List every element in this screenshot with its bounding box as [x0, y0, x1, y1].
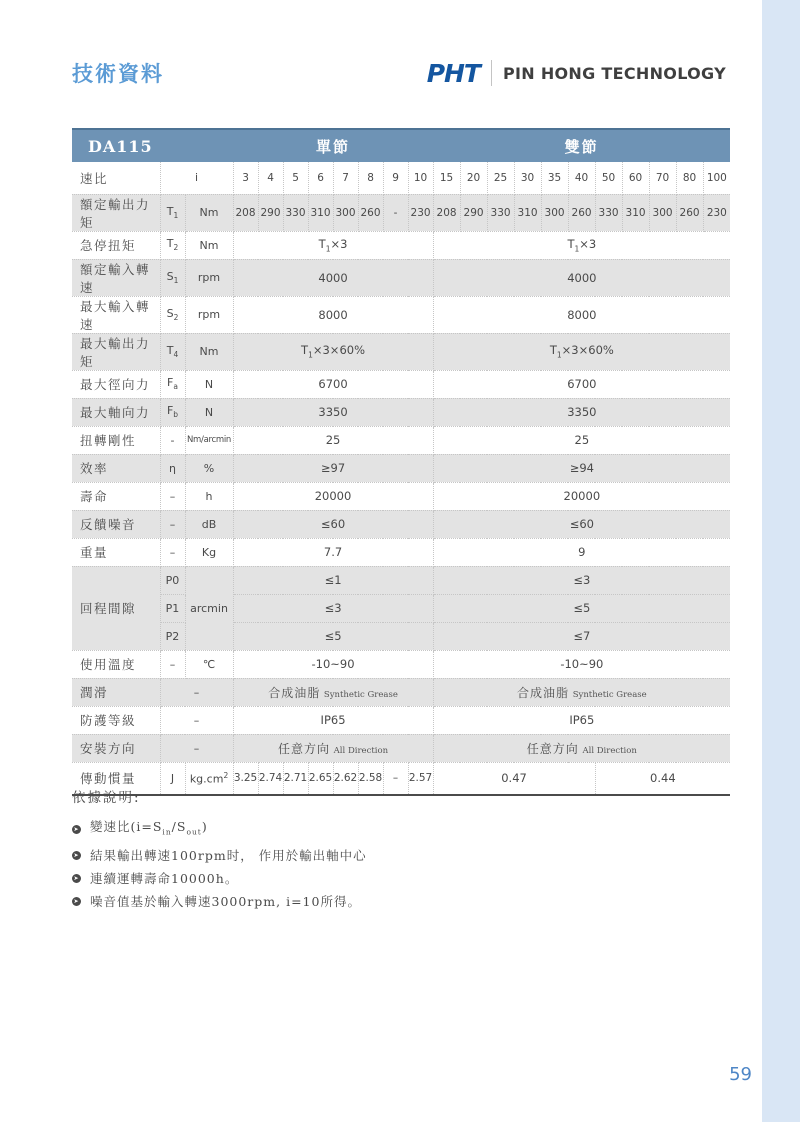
row-rated-output-torque: [72, 194, 730, 231]
note-bullet-icon: ➤: [73, 851, 80, 859]
single-value: ≤60: [233, 510, 433, 538]
ratio-cell: 80: [676, 162, 703, 194]
row-rated-input-speed: [72, 259, 730, 296]
spec-table: [72, 128, 730, 796]
note-text: 連續運轉壽命10000h。: [90, 870, 239, 886]
value-cell: 330: [595, 194, 622, 231]
single-value: 6700: [233, 370, 433, 398]
row-noise: [72, 510, 730, 538]
double-value: 25: [433, 426, 730, 454]
note-bullet-icon: ➤: [73, 825, 80, 833]
single-value: $T_1\times 3$: [233, 231, 433, 259]
row-symbol: $T_1$: [160, 194, 185, 231]
value-cell: 230: [703, 194, 730, 231]
single-value: 3350: [233, 398, 433, 426]
page-number: 59: [729, 1064, 752, 1085]
double-value: 任意方向 All Direction: [433, 734, 730, 762]
row-label: 最大徑向力: [72, 370, 160, 398]
single-stage-header: 單節: [233, 129, 433, 162]
double-value: ≤3: [433, 566, 730, 594]
row-lubrication: [72, 678, 730, 706]
ratio-cell: 30: [514, 162, 541, 194]
document-header: [72, 58, 726, 88]
row-unit: $kg.cm^2$: [185, 762, 233, 795]
row-symbol: $F_a$: [160, 370, 185, 398]
row-operating-temperature: [72, 650, 730, 678]
row-label: 急停扭矩: [72, 231, 160, 259]
double-value: ≥94: [433, 454, 730, 482]
row-backlash-p1: [72, 594, 730, 622]
value-cell: -: [383, 194, 408, 231]
row-symbol: η: [160, 454, 185, 482]
value-cell: 2.65: [308, 762, 333, 795]
value-cell: 290: [258, 194, 283, 231]
row-efficiency: [72, 454, 730, 482]
value-cell: 300: [333, 194, 358, 231]
page-title: 技術資料: [72, 62, 164, 86]
row-symbol: –: [160, 538, 185, 566]
row-symbol: P2: [160, 622, 185, 650]
row-max-input-speed: [72, 296, 730, 333]
ratio-cell: 10: [408, 162, 433, 194]
ratio-cell: 50: [595, 162, 622, 194]
row-label: 潤滑: [72, 678, 160, 706]
ratio-cell: 100: [703, 162, 730, 194]
double-value: 8000: [433, 296, 730, 333]
note-text: 結果輸出轉速100rpm时， 作用於輸出軸中心: [90, 847, 367, 863]
value-cell: 260: [676, 194, 703, 231]
value-cell: 330: [283, 194, 308, 231]
row-symbol: $S_1$: [160, 259, 185, 296]
row-symbol: –: [160, 706, 233, 734]
value-cell: 260: [358, 194, 383, 231]
row-unit: Nm: [185, 231, 233, 259]
note-item: [72, 820, 367, 839]
value-cell: 208: [433, 194, 460, 231]
row-label: 反饋噪音: [72, 510, 160, 538]
ratio-cell: 70: [649, 162, 676, 194]
row-label: 最大輸出力矩: [72, 333, 160, 370]
row-symbol: –: [160, 510, 185, 538]
row-unit: rpm: [185, 259, 233, 296]
row-label: 壽命: [72, 482, 160, 510]
row-max-axial-force: [72, 398, 730, 426]
value-cell: 300: [541, 194, 568, 231]
value-cell: 208: [233, 194, 258, 231]
ratio-cell: 6: [308, 162, 333, 194]
row-symbol: P0: [160, 566, 185, 594]
table-header-row: [72, 129, 730, 162]
row-unit: N: [185, 398, 233, 426]
double-value: 3350: [433, 398, 730, 426]
row-torsional-stiffness: [72, 426, 730, 454]
row-symbol: i: [160, 162, 233, 194]
ratio-cell: 40: [568, 162, 595, 194]
row-label: 傳動慣量: [72, 762, 160, 795]
row-unit: Kg: [185, 538, 233, 566]
single-value: 25: [233, 426, 433, 454]
value-cell: 290: [460, 194, 487, 231]
row-unit: Nm: [185, 333, 233, 370]
single-value: 任意方向 All Direction: [233, 734, 433, 762]
row-unit: h: [185, 482, 233, 510]
double-value: $T_1\times 3$: [433, 231, 730, 259]
double-value: 4000: [433, 259, 730, 296]
note-text: 噪音值基於輸入轉速3000rpm, i=10所得。: [90, 893, 361, 909]
row-label: 額定輸入轉速: [72, 259, 160, 296]
row-label: 扭轉剛性: [72, 426, 160, 454]
ratio-cell: 8: [358, 162, 383, 194]
value-cell: 330: [487, 194, 514, 231]
single-value: IP65: [233, 706, 433, 734]
row-unit: Nm: [185, 194, 233, 231]
row-label: 回程間隙: [72, 566, 160, 650]
double-value: ≤5: [433, 594, 730, 622]
single-value: 20000: [233, 482, 433, 510]
note-bullet-icon: ➤: [73, 874, 80, 882]
row-symbol: –: [160, 482, 185, 510]
row-symbol: $S_2$: [160, 296, 185, 333]
row-label: 效率: [72, 454, 160, 482]
value-cell: 300: [649, 194, 676, 231]
double-value: ≤7: [433, 622, 730, 650]
double-value: 20000: [433, 482, 730, 510]
row-symbol: P1: [160, 594, 185, 622]
row-symbol: –: [160, 678, 233, 706]
value-cell: 2.57: [408, 762, 433, 795]
row-mounting-direction: [72, 734, 730, 762]
row-unit: Nm/arcmin: [185, 426, 233, 454]
notes-section: [72, 786, 367, 918]
double-value: IP65: [433, 706, 730, 734]
double-value: ≤60: [433, 510, 730, 538]
row-label: 安裝方向: [72, 734, 160, 762]
row-label: 速比: [72, 162, 160, 194]
note-item: [72, 849, 367, 862]
single-value: -10~90: [233, 650, 433, 678]
ratio-cell: 15: [433, 162, 460, 194]
row-max-output-torque: [72, 333, 730, 370]
single-value: ≤1: [233, 566, 433, 594]
double-value: 9: [433, 538, 730, 566]
note-item: [72, 872, 367, 885]
value-cell: 310: [308, 194, 333, 231]
row-unit: N: [185, 370, 233, 398]
value-cell: 310: [622, 194, 649, 231]
value-cell: 2.71: [283, 762, 308, 795]
double-value: 合成油脂 Synthetic Grease: [433, 678, 730, 706]
row-label: 最大軸向力: [72, 398, 160, 426]
single-value: 7.7: [233, 538, 433, 566]
row-symbol: $T_4$: [160, 333, 185, 370]
row-label: 額定輸出力矩: [72, 194, 160, 231]
side-strip: [762, 0, 800, 1122]
row-backlash-p0: [72, 566, 730, 594]
double-value: $T_1\times 3\times 60\%$: [433, 333, 730, 370]
row-unit: arcmin: [185, 566, 233, 650]
model-name: DA115: [72, 129, 233, 162]
row-label: 防護等級: [72, 706, 160, 734]
ratio-cell: 60: [622, 162, 649, 194]
ratio-cell: 3: [233, 162, 258, 194]
row-max-radial-force: [72, 370, 730, 398]
row-protection-class: [72, 706, 730, 734]
row-unit: rpm: [185, 296, 233, 333]
row-label: 使用溫度: [72, 650, 160, 678]
single-value: 4000: [233, 259, 433, 296]
value-cell: 2.74: [258, 762, 283, 795]
single-value: 8000: [233, 296, 433, 333]
note-text: 變速比$(i=S_{in}/S_{out})$: [90, 819, 208, 837]
row-label: 最大輸入轉速: [72, 296, 160, 333]
row-symbol: –: [160, 734, 233, 762]
ratio-cell: 20: [460, 162, 487, 194]
double-value: 6700: [433, 370, 730, 398]
value-cell: 2.58: [358, 762, 383, 795]
single-value: ≤3: [233, 594, 433, 622]
row-backlash-p2: [72, 622, 730, 650]
logo-company-name: PIN HONG TECHNOLOGY: [503, 63, 726, 83]
row-symbol: –: [160, 650, 185, 678]
value-cell: –: [383, 762, 408, 795]
ratio-cell: 25: [487, 162, 514, 194]
single-value: 合成油脂 Synthetic Grease: [233, 678, 433, 706]
value-cell: 230: [408, 194, 433, 231]
note-item: [72, 895, 367, 908]
row-speed-ratio: [72, 162, 730, 194]
note-bullet-icon: ➤: [73, 897, 80, 905]
notes-title: 依據說明:: [72, 790, 141, 806]
row-symbol: $F_b$: [160, 398, 185, 426]
double-value: 0.44: [595, 762, 730, 795]
company-logo: [427, 59, 726, 88]
row-symbol: $T_2$: [160, 231, 185, 259]
value-cell: 2.62: [333, 762, 358, 795]
ratio-cell: 35: [541, 162, 568, 194]
row-symbol: J: [160, 762, 185, 795]
single-value: $T_1\times 3\times 60\%$: [233, 333, 433, 370]
value-cell: 3.25: [233, 762, 258, 795]
row-unit: %: [185, 454, 233, 482]
single-value: ≤5: [233, 622, 433, 650]
double-stage-header: 雙節: [433, 129, 730, 162]
row-weight: [72, 538, 730, 566]
logo-pht-icon: PHT: [426, 58, 480, 88]
row-service-life: [72, 482, 730, 510]
row-symbol: -: [160, 426, 185, 454]
double-value: -10~90: [433, 650, 730, 678]
ratio-cell: 9: [383, 162, 408, 194]
ratio-cell: 4: [258, 162, 283, 194]
double-value: 0.47: [433, 762, 595, 795]
logo-divider: [491, 60, 492, 86]
row-emergency-stop-torque: [72, 231, 730, 259]
single-value: ≥97: [233, 454, 433, 482]
value-cell: 260: [568, 194, 595, 231]
value-cell: 310: [514, 194, 541, 231]
row-unit: ℃: [185, 650, 233, 678]
ratio-cell: 5: [283, 162, 308, 194]
ratio-cell: 7: [333, 162, 358, 194]
row-unit: dB: [185, 510, 233, 538]
row-label: 重量: [72, 538, 160, 566]
